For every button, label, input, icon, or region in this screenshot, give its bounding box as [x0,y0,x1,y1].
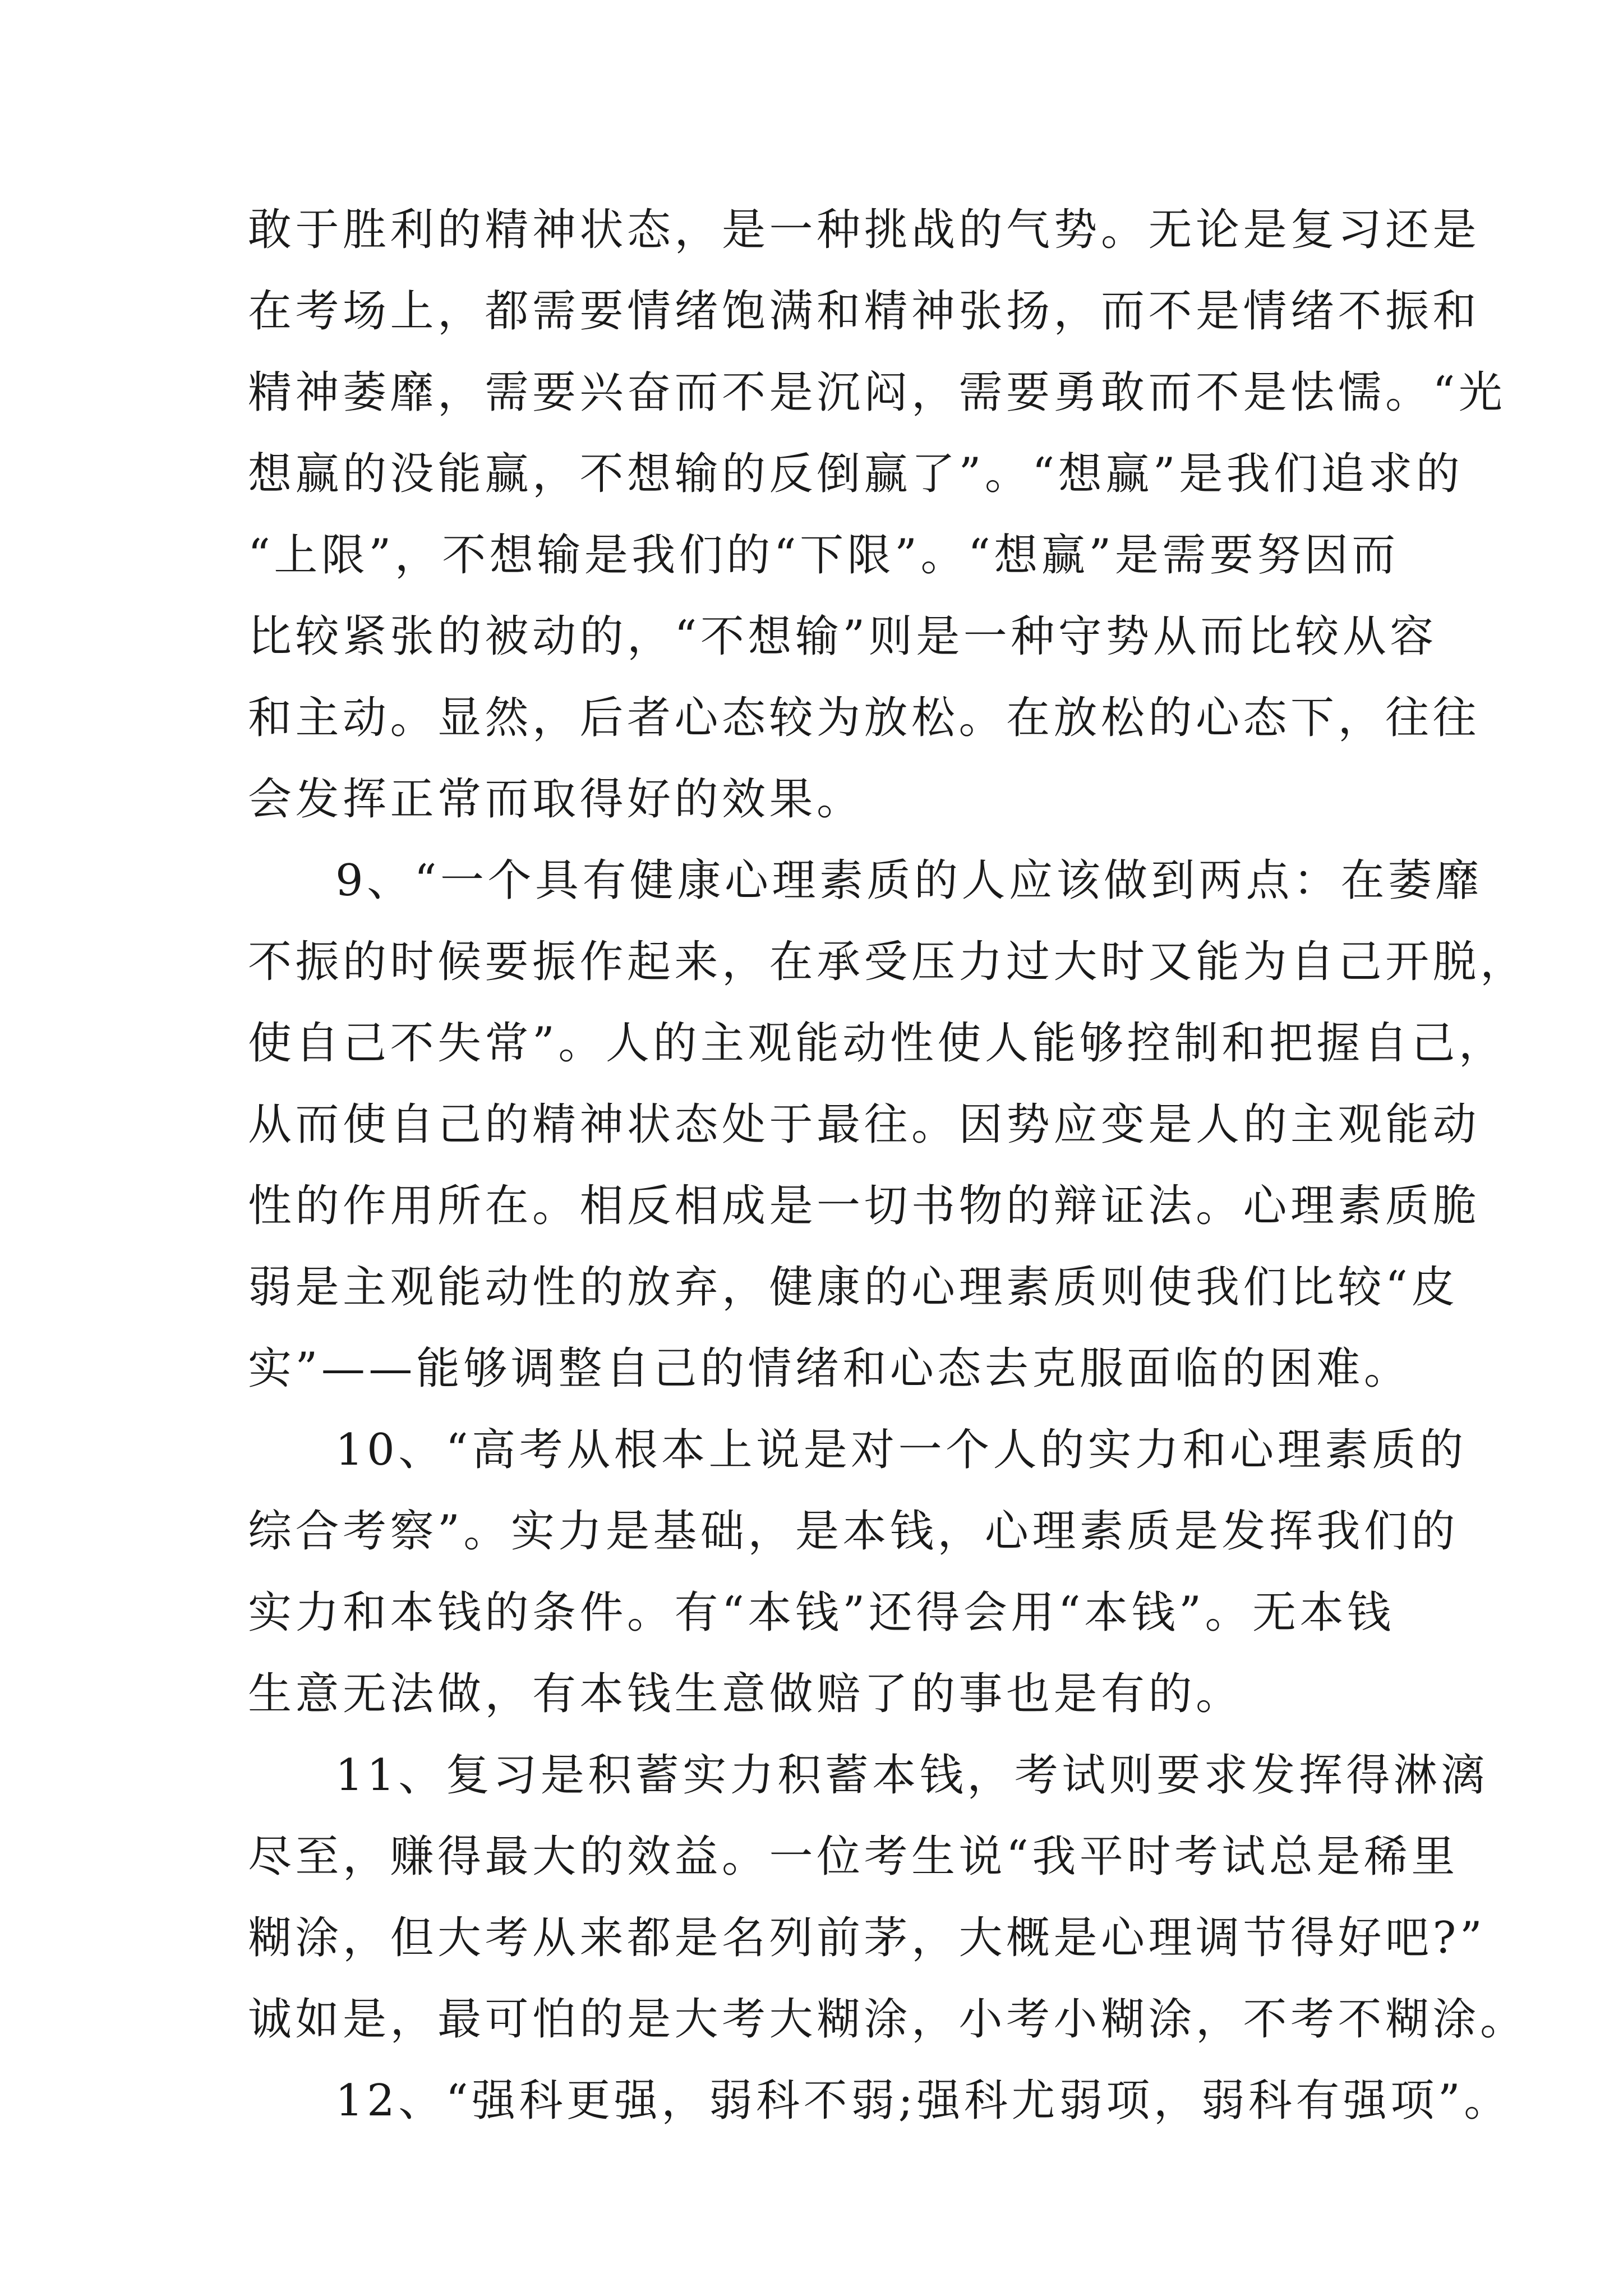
text-line: 比较紧张的被动的，“不想输”则是一种守势从而比较从容 [248,611,1437,662]
text-line: 尽至，赚得最大的效益。一位考生说“我平时考试总是稀里 [248,1832,1459,1882]
text-line: 综合考察”。实力是基础，是本钱，心理素质是发挥我们的 [248,1506,1459,1557]
text-line: 实力和本钱的条件。有“本钱”还得会用“本钱”。无本钱 [248,1588,1395,1638]
text-line: 和主动。显然，后者心态较为放松。在放松的心态下，往往 [248,693,1481,743]
text-line: 糊涂，但大考从来都是名列前茅，大概是心理调节得好吧?” [248,1913,1486,1963]
text-line: 使自己不失常”。人的主观能动性使人能够控制和把握自己， [248,1018,1506,1069]
text-line: 性的作用所在。相反相成是一切书物的辩证法。心理素质脆 [248,1181,1481,1231]
paragraph-9-first-line: 9、“一个具有健康心理素质的人应该做到两点：在萎靡 [335,855,1483,906]
text-line: 从而使自己的精神状态处于最往。因势应变是人的主观能动 [248,1099,1481,1150]
paragraph-12-first-line: 12、“强科更强，弱科不弱;强科尤弱项，弱科有强项”。 [335,2076,1511,2126]
text-line: 会发挥正常而取得好的效果。 [248,774,864,825]
text-line: 诚如是，最可怕的是大考大糊涂，小考小糊涂，不考不糊涂。 [248,1994,1528,2045]
text-line: 不振的时候要振作起来，在承受压力过大时又能为自己开脱， [248,937,1528,987]
paragraph-10-first-line: 10、“高考从根本上说是对一个人的实力和心理素质的 [335,1425,1467,1475]
text-line: 敢于胜利的精神状态，是一种挑战的气势。无论是复习还是 [248,205,1481,255]
text-line: 实”——能够调整自己的情绪和心态去克服面临的困难。 [248,1343,1412,1394]
text-line: 弱是主观能动性的放弃，健康的心理素质则使我们比较“皮 [248,1262,1459,1313]
text-line: 精神萎靡，需要兴奋而不是沉闷，需要勇敢而不是怯懦。“光 [248,367,1506,418]
text-line: 想赢的没能赢，不想输的反倒赢了”。“想赢”是我们追求的 [248,449,1464,499]
text-line: 在考场上，都需要情绪饱满和精神张扬，而不是情绪不振和 [248,286,1481,337]
paragraph-11-first-line: 11、复习是积蓄实力积蓄本钱，考试则要求发挥得淋漓 [335,1750,1488,1801]
text-line: 生意无法做，有本钱生意做赔了的事也是有的。 [248,1669,1243,1719]
text-line: “上限”，不想输是我们的“下限”。“想赢”是需要努因而 [248,530,1399,581]
